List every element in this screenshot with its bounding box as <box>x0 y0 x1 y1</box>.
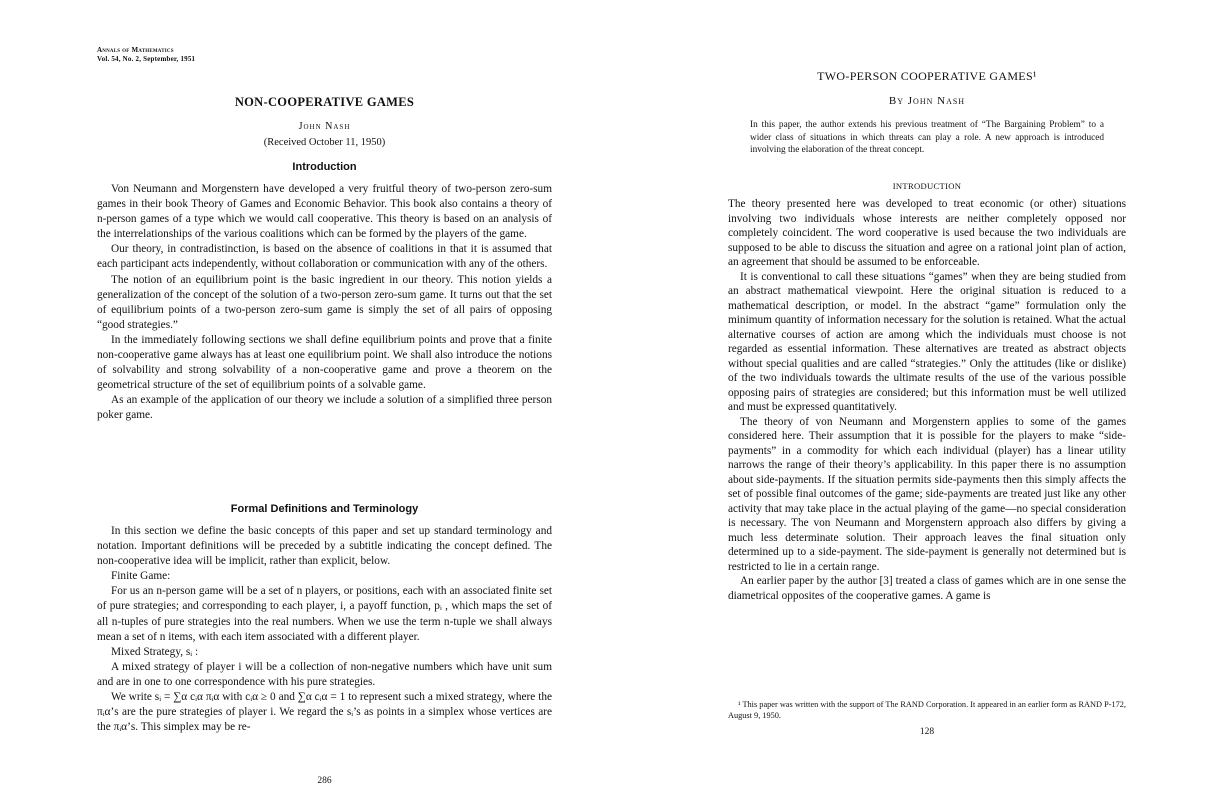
intro-text <box>97 182 552 424</box>
paragraph: It is conventional to call these situations “games” when they are being studied from an abstract mathematical viewpoint. Here the original situation is reduced to a mathematical description, or model. In the abstract “game” formulation only the minimum quantity of information necessary for the solution is retained. What the actual alternative courses of action are among which the individuals must choose is not regarded as essential information. These alternatives are treated as abstract objects without special qualities and are called “strategies.” Only the attitudes (like or dislike) of the two individuals towards the ultimate results of the use of the various possible opposing pairs of strategies are considered; but this information must be well utilized and must be expressed quantitatively. <box>728 270 1126 413</box>
paragraph: Our theory, in contradistinction, is based on the absence of coalitions in that it is assumed that each participant acts independently, without collaboration or communication with any of the others. <box>97 243 552 271</box>
left-page <box>97 0 552 809</box>
paragraph: We write sᵢ = ∑α cᵢα πᵢα with cᵢα ≥ 0 and ∑α cᵢα = 1 to represent such a mixed strategy, where the πᵢα’s are the pure strategies of player i. We regard the sᵢ’s as points in a simplex whose vertices are the πᵢα’s. This simplex may be re- <box>97 691 552 734</box>
paragraph: As an example of the application of our theory we include a solution of a simplified three person poker game. <box>97 394 552 422</box>
paragraph: In the immediately following sections we shall define equilibrium points and prove that a finite non-cooperative game always has at least one equilibrium point. We shall also introduce the notions of solvability and strong solvability of a non-cooperative game and prove a theorem on the geometrical structure of the set of equilibrium points of a solvable game. <box>97 333 552 392</box>
journal-header <box>97 46 297 64</box>
journal-name: Annals of Mathematics <box>97 46 174 54</box>
definitions-heading: Formal Definitions and Terminology <box>230 503 419 515</box>
paper-title: TWO-PERSON COOPERATIVE GAMES¹ <box>817 69 1037 83</box>
paragraph: A mixed strategy of player i will be a collection of non-negative numbers which have unit sum and are in one to one correspondence with his pure strategies. <box>97 660 552 688</box>
page-number: 128 <box>919 727 935 737</box>
right-page <box>728 0 1126 809</box>
paragraph: In this section we define the basic concepts of this paper and set up standard terminology and notation. Important definitions will be preceded by a subtitle indicating the concept defined. The non-cooperative idea will be implicit, rather than explicit, below. <box>97 525 552 568</box>
paragraph: Von Neumann and Morgenstern have developed a very fruitful theory of two-person zero-sum games in their book Theory of Games and Economic Behavior. This book also contains a theory of n-person games of a type which we would call cooperative. This theory is based on an analysis of the interrelationships of the various coalitions which can be formed by the players of the game. <box>97 183 552 241</box>
paragraph: The theory presented here was developed to treat economic (or other) situations involving two individuals whose interests are neither completely opposed nor completely coincident. The word cooperative is used because the two individuals are supposed to be able to discuss the situation and agree on a rational joint plan of action, an agreement that should be assumed to be enforceable. <box>728 198 1126 268</box>
definitions-text <box>97 524 552 735</box>
paragraph: An earlier paper by the author [3] treated a class of games which are in one sense the diametrical opposites of the cooperative games. A game is <box>728 575 1126 602</box>
author-name: By John Nash <box>888 95 966 107</box>
body-text <box>728 197 1126 603</box>
abstract: In this paper, the author extends his previous treatment of “The Bargaining Problem” to a wider class of situations in which threats can play a role. A new approach is introduced involving the elaboration of the threat concept. <box>750 120 1104 156</box>
page-number: 286 <box>317 776 332 786</box>
paragraph: For us an n-person game will be a set of n players, or positions, each with an associated finite set of pure strategies; and corresponding to each player, i, a payoff function, pᵢ , which maps the set of all n-tuples of pure strategies into the real numbers. When we use the term n-tuple we shall always mean a set of n items, with each item associated with a different player. <box>97 585 552 643</box>
section-heading: INTRODUCTION <box>892 181 962 191</box>
footnote: ¹ This paper was written with the support of The RAND Corporation. It appeared in an earlier form as RAND P-172, August 9, 1950. <box>728 700 1126 720</box>
paper-title: NON-COOPERATIVE GAMES <box>234 95 415 109</box>
paragraph: The notion of an equilibrium point is the basic ingredient in our theory. This notion yields a generalization of the concept of the solution of a two-person zero-sum game. It turns out that the set of equilibrium points of a two-person zero-sum game is simply the set of all pairs of opposing “good strategies.” <box>97 273 552 331</box>
received-date: (Received October 11, 1950) <box>263 137 386 148</box>
intro-heading: Introduction <box>292 161 357 173</box>
subtitle: Mixed Strategy, sᵢ : <box>111 645 199 658</box>
journal-issue: Vol. 54, No. 2, September, 1951 <box>97 55 196 63</box>
author-name: John Nash <box>298 121 351 132</box>
paragraph: The theory of von Neumann and Morgenstern applies to some of the games considered here. Their assumption that it is possible for the players to make “side-payments” in a commodity for which each individual (player) has a linear utility narrows the range of their theory’s applicability. In this paper there is no assumption about side-payments. If the situation permits side-payments then this simply affects the set of possible final outcomes of the game; side-payments are treated just like any other activity that may take place in the actual playing of the game—no special consideration is necessary. The von Neumann and Morgenstern approach also differs by giving a much less determinate solution. Their approach leaves the final situation only determined up to a side-payment. The side-payment is generally not determined but is restricted to lie in a certain range. <box>728 415 1126 573</box>
subtitle: Finite Game: <box>111 570 171 583</box>
